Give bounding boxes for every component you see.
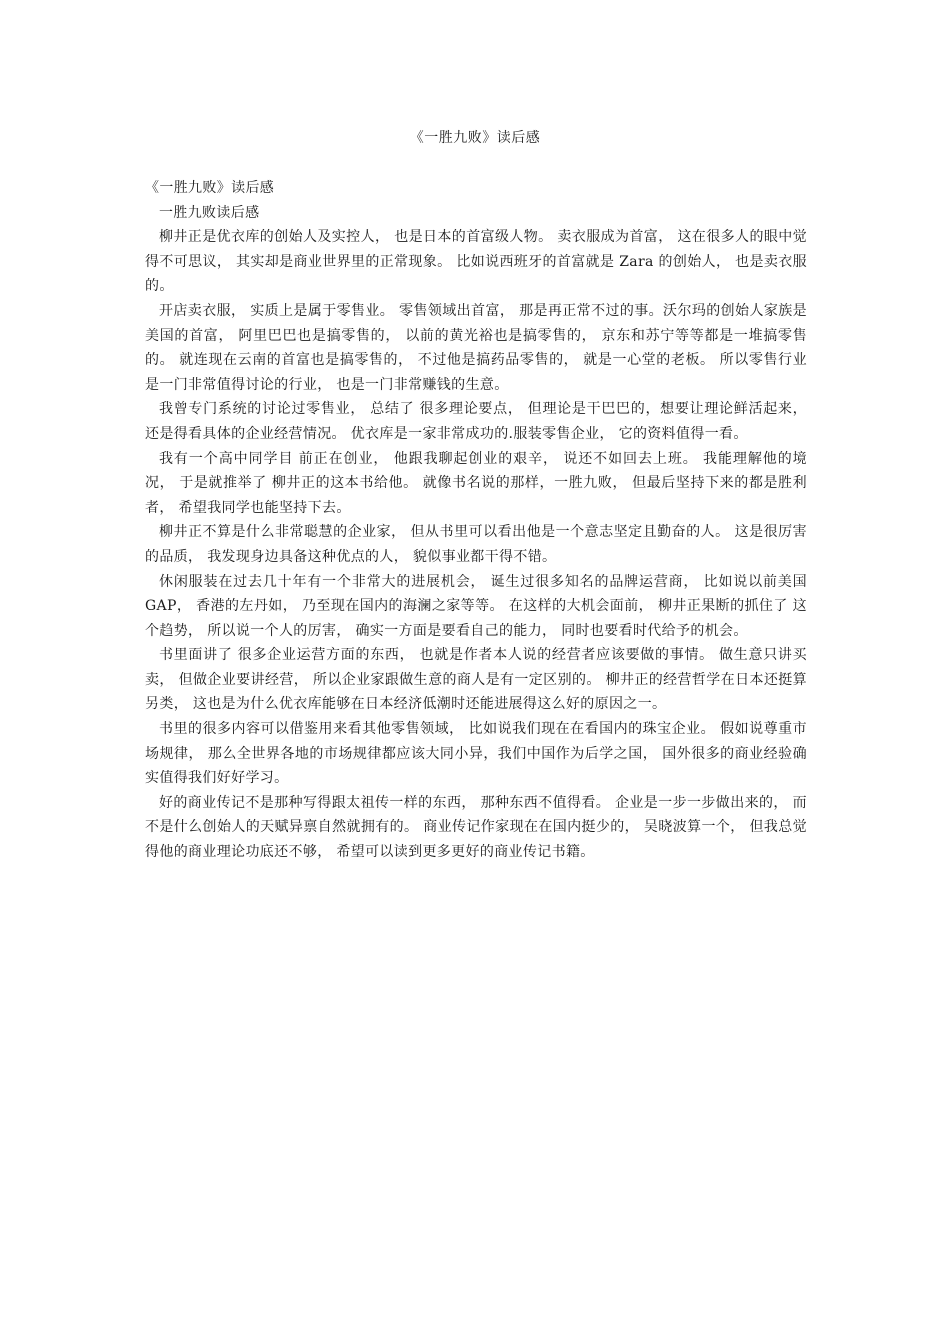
paragraph: 我有一个高中同学目 前正在创业， 他跟我聊起创业的艰辛， 说还不如回去上班。 我能理解他的境况， 于是就推举了 柳井正的这本书给他。 就像书名说的那样，一胜九败， 但最后坚持下来的都是胜利者， 希望我同学也能坚持下去。: [145, 450, 807, 516]
paragraph: 书里的很多内容可以借鉴用来看其他零售领域， 比如说我们现在在看国内的珠宝企业。 假如说尊重市场规律， 那么全世界各地的市场规律都应该大同小异，我们中国作为后学之国， 国外很多的商业经验确实值得我们好好学习。: [145, 721, 807, 787]
subheading-line: 一胜九败读后感: [159, 204, 260, 221]
document-body: [145, 176, 807, 865]
paragraph: 柳井正不算是什么非常聪慧的企业家， 但从书里可以看出他是一个意志坚定且勤奋的人。 这是很厉害的品质， 我发现身边具备这种优点的人， 貌似事业都干得不错。: [145, 524, 807, 565]
heading-line: 《一胜九败》读后感: [145, 180, 275, 196]
paragraph: 好的商业传记不是那种写得跟太祖传一样的东西， 那种东西不值得看。 企业是一步一步做出来的， 而不是什么创始人的天赋异禀自然就拥有的。 商业传记作家现在在国内挺少的， 吴晓波算一个， 但我总觉得他的商业理论功底还不够， 希望可以读到更多更好的商业传记书籍。: [145, 794, 807, 861]
paragraph: 我曾专门系统的讨论过零售业， 总结了 很多理论要点， 但理论是干巴巴的，想要让理论鲜活起来， 还是得看具体的企业经营情况。 优衣库是一家非常成功的.服装零售企业， 它的资料值得一看。: [145, 401, 807, 442]
paragraph: 柳井正是优衣库的创始人及实控人， 也是日本的首富级人物。 卖衣服成为首富， 这在很多人的眼中觉得不可思议， 其实却是商业世界里的正常现象。 比如说西班牙的首富就是 Zara 的创始人， 也是卖衣服的。: [145, 229, 807, 295]
document-title: 《一胜九败》读后感: [409, 130, 541, 146]
paragraph: 开店卖衣服， 实质上是属于零售业。 零售领域出首富， 那是再正常不过的事。沃尔玛的创始人家族是美国的首富， 阿里巴巴也是搞零售的， 以前的黄光裕也是搞零售的， 京东和苏宁等等都是一堆搞零售的。 就连现在云南的首富也是搞零售的， 不过他是搞药品零售的， 就是一心堂的老板。 所以零售行业是一门非常值得讨论的行业， 也是一门非常赚钱的生意。: [145, 302, 807, 393]
paragraph: 书里面讲了 很多企业运营方面的东西， 也就是作者本人说的经营者应该要做的事情。 做生意只讲买卖， 但做企业要讲经营， 所以企业家跟做生意的商人是有一定区别的。 柳井正的经营哲学在日本还挺算另类， 这也是为什么优衣库能够在日本经济低潮时还能进展得这么好的原因之一。: [145, 647, 807, 713]
paragraph: 休闲服装在过去几十年有一个非常大的进展机会， 诞生过很多知名的品牌运营商， 比如说以前美国 GAP， 香港的左丹如， 乃至现在国内的海澜之家等等。 在这样的大机会面前， 柳井正果断的抓住了 这个趋势， 所以说一个人的厉害， 确实一方面是要看自己的能力， 同时也要看时代给予的机会。: [145, 573, 807, 639]
